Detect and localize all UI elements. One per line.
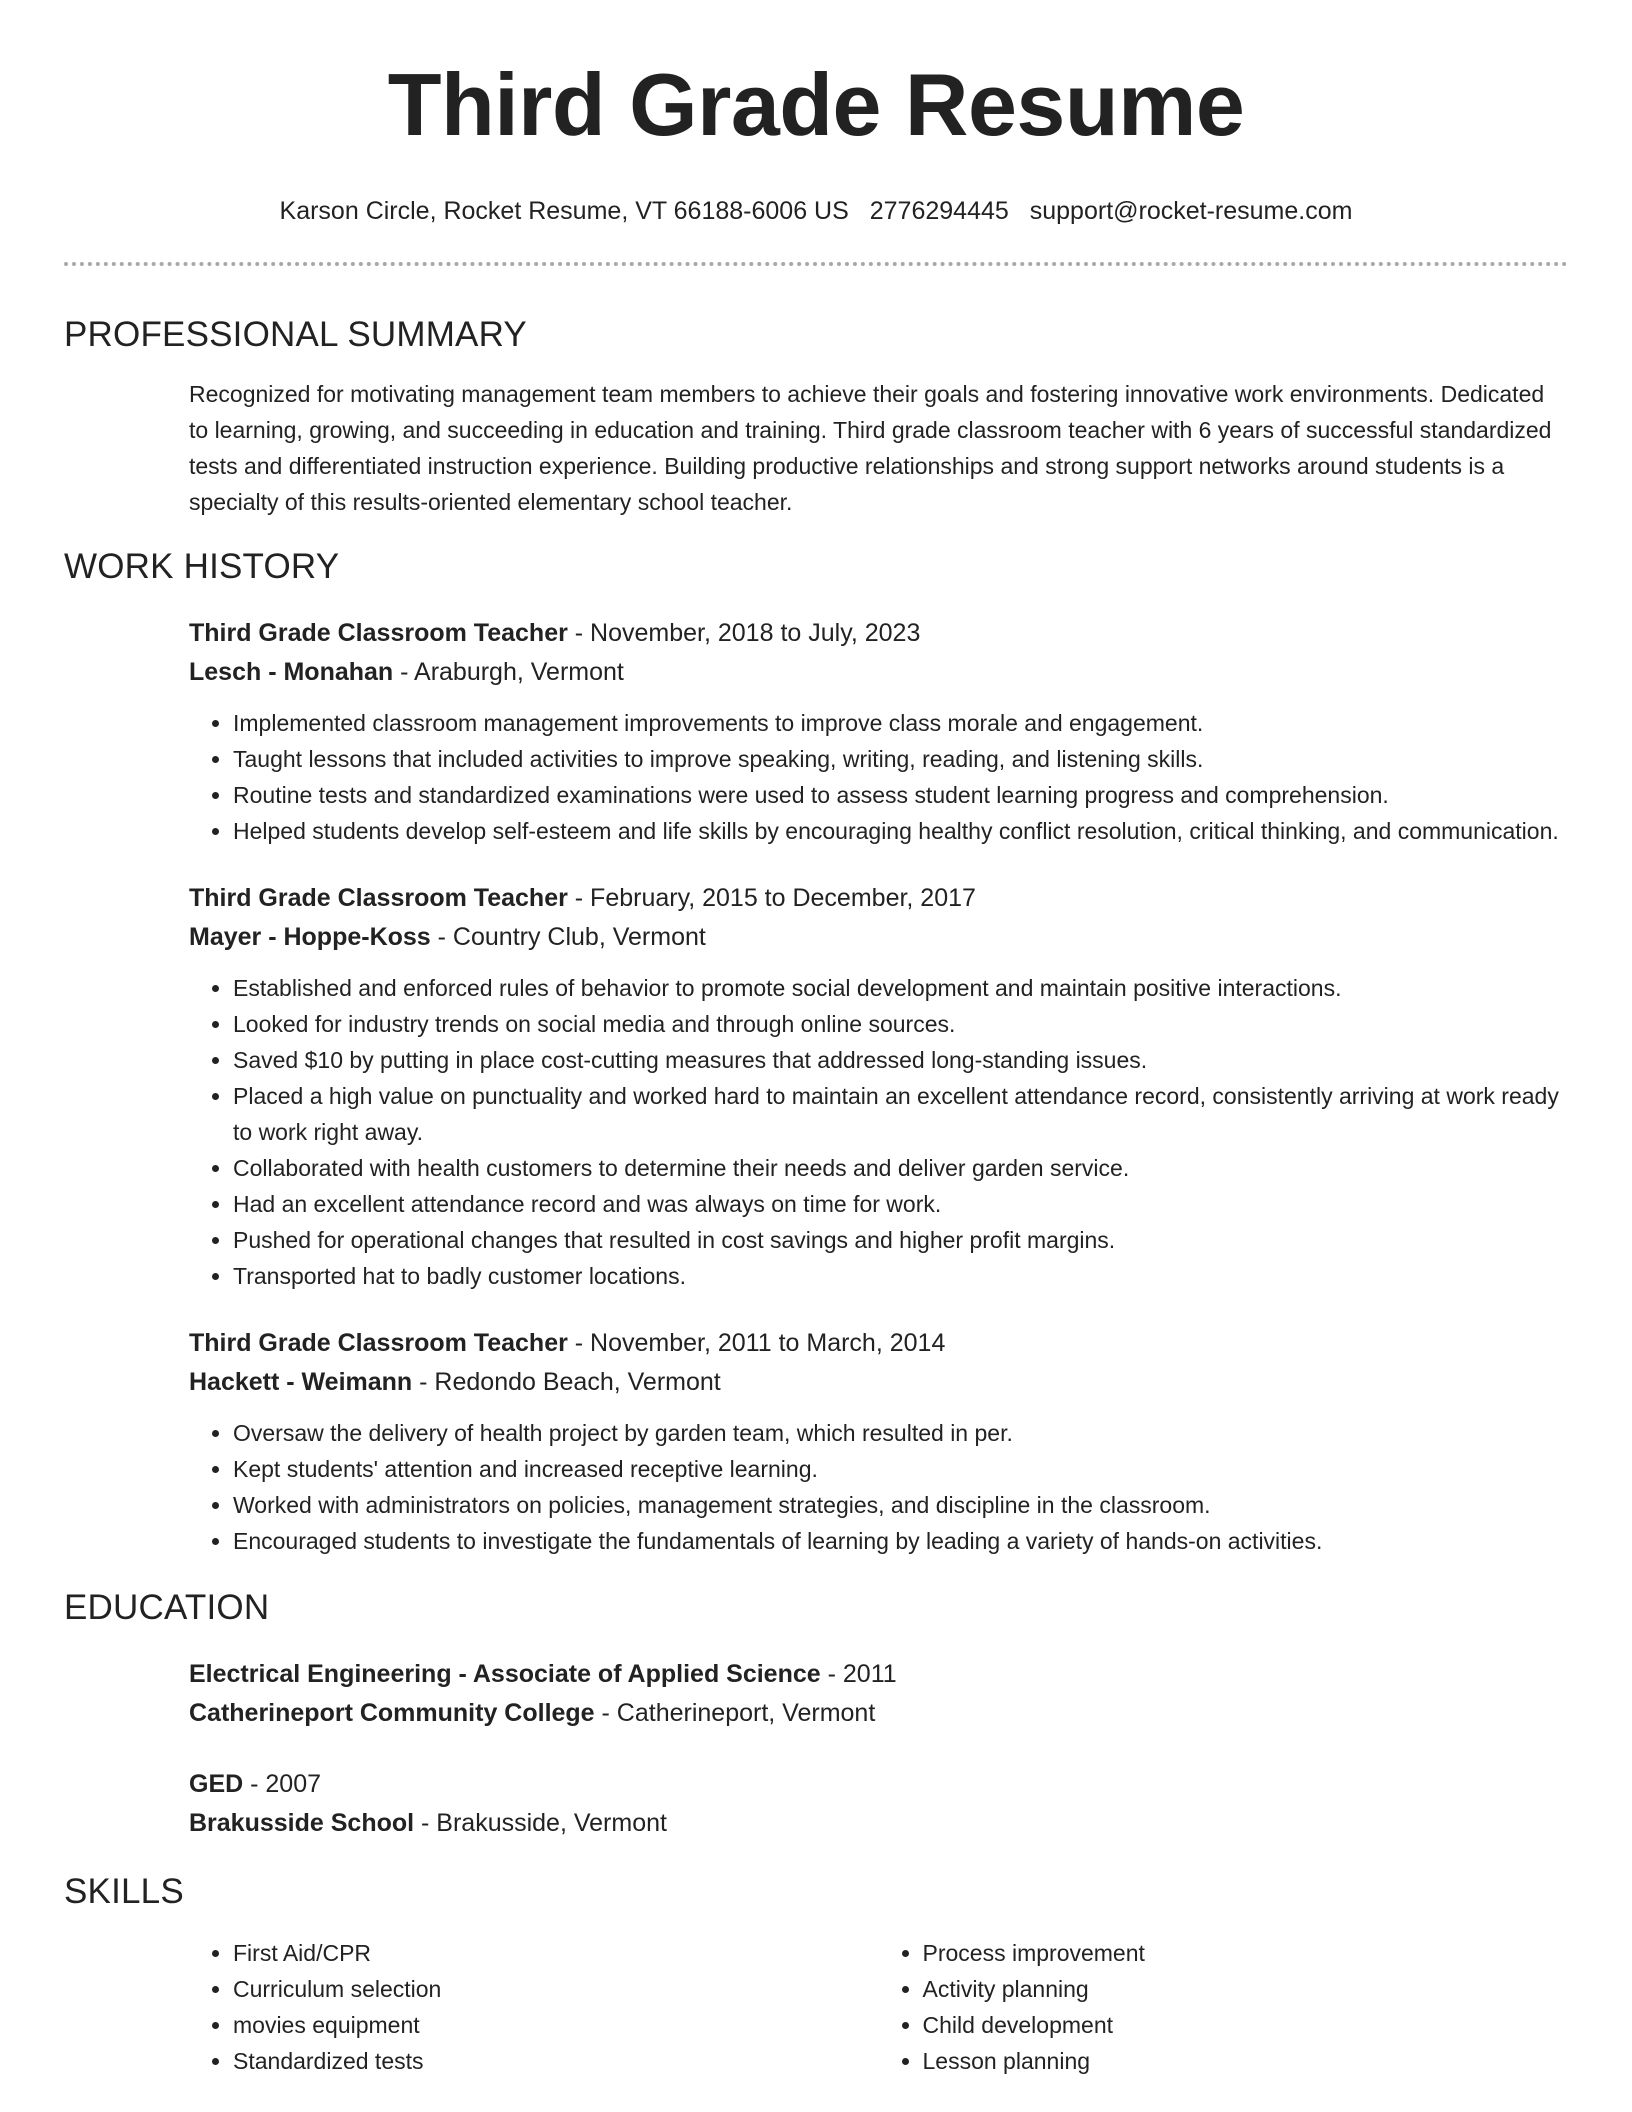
education-school: Catherineport Community College xyxy=(189,1699,595,1727)
list-item: • Implemented classroom management improvements to improve class morale and engagement. xyxy=(233,705,1568,741)
contact-address: Karson Circle, Rocket Resume, VT 66188-6006 US xyxy=(279,197,849,225)
education-location: - Brakusside, Vermont xyxy=(414,1809,667,1837)
job-location: - Redondo Beach, Vermont xyxy=(412,1368,721,1396)
list-item: • movies equipment xyxy=(233,2007,879,2043)
list-item: • Curriculum selection xyxy=(233,1971,879,2007)
education-degree: GED xyxy=(189,1770,244,1798)
work-history-section xyxy=(64,546,1568,1559)
list-item: • Routine tests and standardized examinations were used to assess student learning progress and comprehension. xyxy=(233,777,1568,813)
education-school-line xyxy=(189,1694,1568,1733)
list-item: • Activity planning xyxy=(923,1971,1569,2007)
skills-list-left xyxy=(189,1935,879,2079)
job-location: - Araburgh, Vermont xyxy=(393,658,624,686)
education-degree-line xyxy=(189,1655,1568,1694)
list-item: • Looked for industry trends on social media and through online sources. xyxy=(233,1006,1568,1042)
job-company: Hackett - Weimann xyxy=(189,1368,413,1396)
list-item: • Transported hat to badly customer locations. xyxy=(233,1258,1568,1294)
list-item: • Placed a high value on punctuality and worked hard to maintain an excellent attendance record, consistently arriving at work ready to work right away. xyxy=(233,1078,1568,1150)
job-role: Third Grade Classroom Teacher xyxy=(189,1329,568,1357)
list-item: • Oversaw the delivery of health project by garden team, which resulted in per. xyxy=(233,1415,1568,1451)
education-school: Brakusside School xyxy=(189,1809,415,1837)
skills-section xyxy=(64,1871,1568,2079)
job-bullets xyxy=(189,970,1568,1294)
job-title-line xyxy=(189,1324,1568,1363)
job-role: Third Grade Classroom Teacher xyxy=(189,884,568,912)
summary-section xyxy=(64,314,1568,520)
list-item: • Helped students develop self-esteem and life skills by encouraging healthy conflict resolution, critical thinking, and communication. xyxy=(233,813,1568,849)
list-item: • Process improvement xyxy=(923,1935,1569,1971)
education-location: - Catherineport, Vermont xyxy=(594,1699,876,1727)
education-section xyxy=(64,1587,1568,1843)
education-year: - 2007 xyxy=(243,1770,322,1798)
job-company: Lesch - Monahan xyxy=(189,658,394,686)
list-item: • Collaborated with health customers to determine their needs and deliver garden service. xyxy=(233,1150,1568,1186)
job-entry xyxy=(189,614,1568,849)
job-dates: - February, 2015 to December, 2017 xyxy=(567,884,976,912)
education-degree: Electrical Engineering - Associate of Applied Science xyxy=(189,1660,821,1688)
list-item: • Saved $10 by putting in place cost-cutting measures that addressed long-standing issues. xyxy=(233,1042,1568,1078)
education-year: - 2011 xyxy=(820,1660,897,1688)
list-item: • Standardized tests xyxy=(233,2043,879,2079)
list-item: • Had an excellent attendance record and was always on time for work. xyxy=(233,1186,1568,1222)
contact-email: support@rocket-resume.com xyxy=(1029,197,1353,225)
job-entry xyxy=(189,879,1568,1294)
header-divider xyxy=(64,262,1568,266)
section-title-education: EDUCATION xyxy=(64,1588,270,1627)
job-title-line xyxy=(189,879,1568,918)
list-item: • Kept students' attention and increased receptive learning. xyxy=(233,1451,1568,1487)
list-item: • Established and enforced rules of behavior to promote social development and maintain positive interactions. xyxy=(233,970,1568,1006)
list-item: • Pushed for operational changes that resulted in cost savings and higher profit margins. xyxy=(233,1222,1568,1258)
job-bullets xyxy=(189,1415,1568,1559)
job-title-line xyxy=(189,614,1568,653)
job-dates: - November, 2018 to July, 2023 xyxy=(567,619,921,647)
list-item: • First Aid/CPR xyxy=(233,1935,879,1971)
job-location: - Country Club, Vermont xyxy=(430,923,706,951)
list-item: • Child development xyxy=(923,2007,1569,2043)
job-dates: - November, 2011 to March, 2014 xyxy=(567,1329,946,1357)
job-role: Third Grade Classroom Teacher xyxy=(189,619,568,647)
education-school-line xyxy=(189,1804,1568,1843)
list-item: • Encouraged students to investigate the fundamentals of learning by leading a variety of hands-on activities. xyxy=(233,1523,1568,1559)
section-title-summary: PROFESSIONAL SUMMARY xyxy=(64,315,527,354)
summary-text: Recognized for motivating management team members to achieve their goals and fostering innovative work environments. Dedicated to learning, growing, and succeeding in education and training. Third grade classroom teacher with 6 years of successful standardized tests and differentiated instruction experience. Building productive relationships and strong support networks around students is a specialty of this results-oriented elementary school teacher. xyxy=(189,381,1552,515)
list-item: • Worked with administrators on policies, management strategies, and discipline in the classroom. xyxy=(233,1487,1568,1523)
job-company-line xyxy=(189,918,1568,957)
list-item: • Lesson planning xyxy=(923,2043,1569,2079)
job-company: Mayer - Hoppe-Koss xyxy=(189,923,431,951)
section-title-skills: SKILLS xyxy=(64,1872,184,1911)
resume-title: Third Grade Resume xyxy=(387,55,1245,154)
job-company-line xyxy=(189,653,1568,692)
resume-header xyxy=(0,0,1632,266)
contact-phone: 2776294445 xyxy=(869,197,1009,225)
list-item: • Taught lessons that included activities to improve speaking, writing, reading, and listening skills. xyxy=(233,741,1568,777)
contact-line xyxy=(0,196,1632,226)
section-title-work-history: WORK HISTORY xyxy=(64,547,340,586)
job-bullets xyxy=(189,705,1568,849)
education-degree-line xyxy=(189,1765,1568,1804)
skills-list-right xyxy=(879,1935,1569,2079)
education-entry xyxy=(189,1765,1568,1843)
job-company-line xyxy=(189,1363,1568,1402)
skills-grid xyxy=(189,1935,1568,2079)
education-entry xyxy=(189,1655,1568,1733)
job-entry xyxy=(189,1324,1568,1559)
